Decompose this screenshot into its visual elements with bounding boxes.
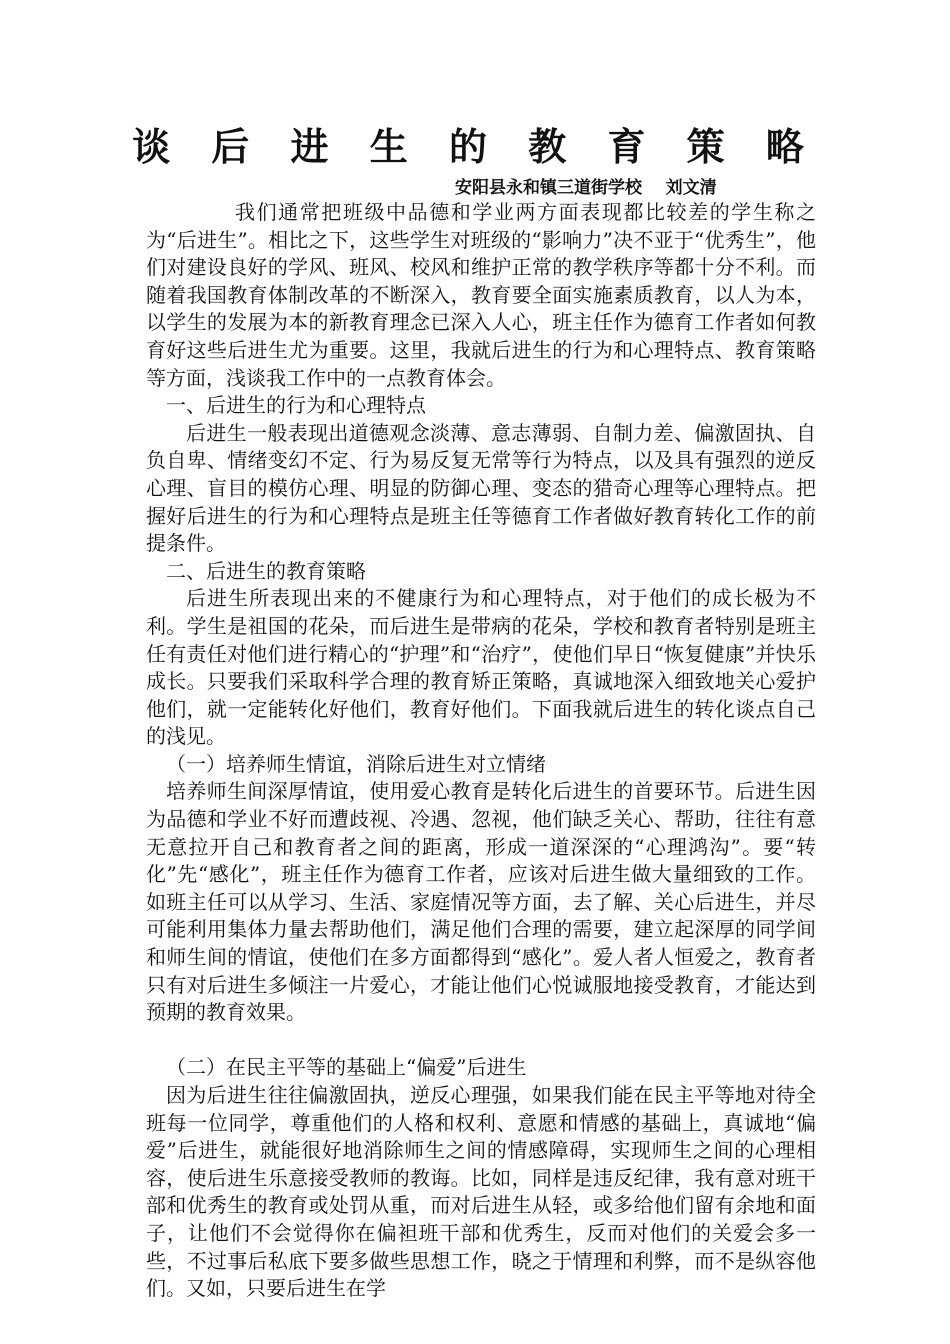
author-line: 安阳县永和镇三道街学校 刘文清 (455, 178, 717, 198)
subsection-heading-1: （一）培养师生情谊，消除后进生对立情绪 (166, 751, 546, 776)
subsection-heading-2: （二）在民主平等的基础上“偏爱”后进生 (166, 1055, 527, 1080)
blank-line (146, 1027, 816, 1055)
section-heading-1: 一、后进生的行为和心理特点 (166, 393, 426, 418)
paragraph-2: 后进生所表现出来的不健康行为和心理特点，对于他们的成长极为不利。学生是祖国的花朵，而后进生是带病的花朵，学校和教育者特别是班主任有责任对他们进行精心的“护理”和“治疗”，使他们早日“恢复健康”并快乐成长。只要我们采取科学合理的教育矫正策略，真诚地深入细致地关心爱护他们，就一定能转化好他们，教育好他们。下面我就后进生的转化谈点自己的浅见。 (146, 586, 816, 749)
paragraph-1: 后进生一般表现出道德观念淡薄、意志薄弱、自制力差、偏激固执、自负自卑、情绪变幻不定、行为易反复无常等行为特点，以及具有强烈的逆反心理、盲目的模仿心理、明显的防御心理、变态的猎奇心理等心理特点。把握好后进生的行为和心理特点是班主任等德育工作者做好教育转化工作的前提条件。 (146, 420, 816, 556)
document-title: 谈 后 进 生 的 教 育 策 略 (132, 124, 818, 169)
section-heading-2: 二、后进生的教育策略 (166, 558, 366, 583)
paragraph-3: 培养师生间深厚情谊，使用爱心教育是转化后进生的首要环节。后进生因为品德和学业不好而遭歧视、冷遇、忽视，他们缺乏关心、帮助，往往有意无意拉开自己和教育者之间的距离，形成一道深深的“心理鸿沟”。要“转化”先“感化”，班主任作为德育工作者，应该对后进生做大量细致的工作。如班主任可以从学习、生活、家庭情况等方面，去了解、关心后进生，并尽可能利用集体力量去帮助他们，满足他们合理的需要，建立起深厚的同学间和师生间的情谊，使他们在多方面都得到“感化”。爱人者人恒爱之，教育者只有对后进生多倾注一片爱心，才能让他们心悦诚服地接受教育，才能达到预期的教育效果。 (146, 779, 816, 1025)
intro-paragraph: 我们通常把班级中品德和学业两方面表现都比较差的学生称之为“后进生”。相比之下，这些学生对班级的“影响力”决不亚于“优秀生”，他们对建设良好的学风、班风、校风和维护正常的教学秩序等都十分不利。而随着我国教育体制改革的不断深入，教育要全面实施素质教育，以人为本，以学生的发展为本的新教育理念已深入人心，班主任作为德育工作者如何教育好这些后进生尤为重要。这里，我就后进生的行为和心理特点、教育策略等方面，浅谈我工作中的一点教育体会。 (146, 200, 816, 390)
paragraph-4: 因为后进生往往偏激固执，逆反心理强，如果我们能在民主平等地对待全班每一位同学，尊重他们的人格和权利、意愿和情感的基础上，真诚地“偏爱”后进生，就能很好地消除师生之间的情感障碍，实现师生之间的心理相容，使后进生乐意接受教师的教诲。比如，同样是违反纪律，我有意对班干部和优秀生的教育或处罚从重，而对后进生从轻，或多给他们留有余地和面子，让他们不会觉得你在偏袒班干部和优秀生，反而对他们的关爱会多一些，不过事后私底下要多做些思想工作，晓之于情理和利弊，而不是纵容他们。又如，只要后进生在学 (146, 1083, 816, 1301)
document-body (146, 199, 816, 1303)
